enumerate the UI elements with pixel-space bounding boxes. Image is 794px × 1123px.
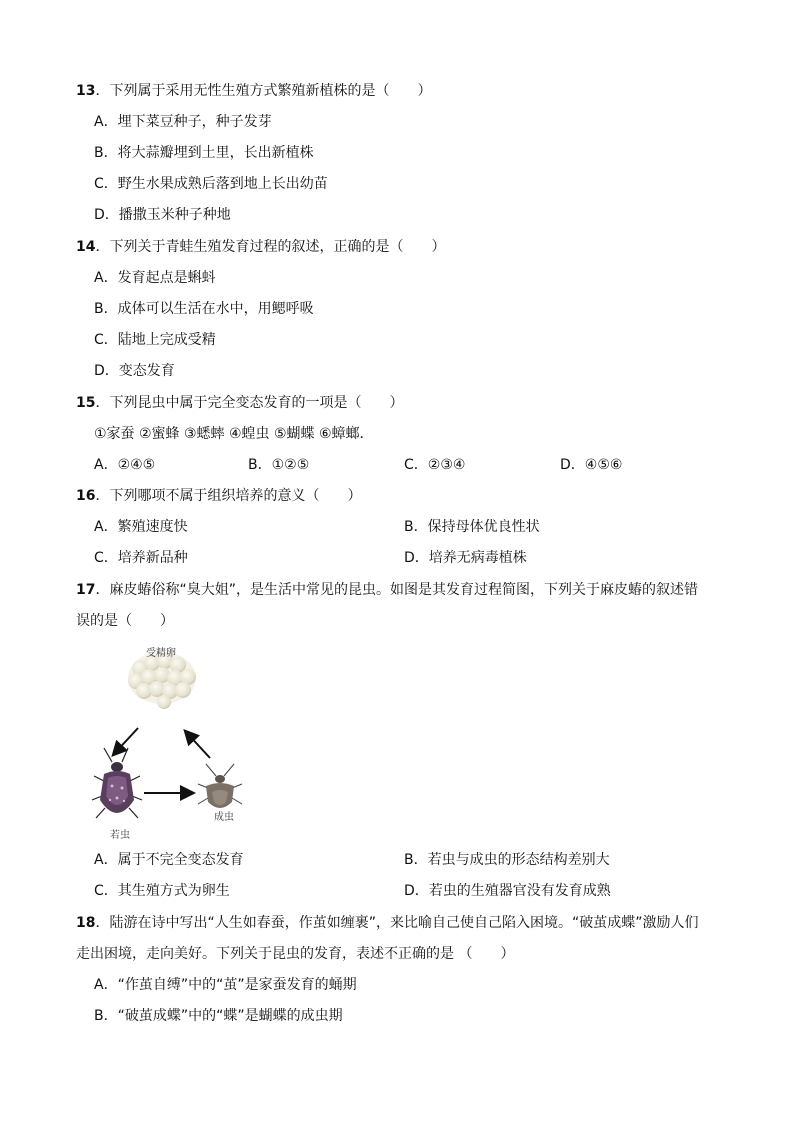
- question-15-option-a: A．②④⑤: [94, 457, 156, 473]
- question-17-option-a: A．属于不完全变态发育: [94, 852, 244, 868]
- question-16-stem: [76, 486, 361, 506]
- question-14-option-a: A．发育起点是蝌蚪: [94, 270, 216, 286]
- question-text: ．下列昆虫中属于完全变态发育的一项是（ ）: [95, 395, 404, 411]
- question-15-stem: [76, 393, 403, 413]
- question-18-option-a: A．“作茧自缚”中的“茧”是家蚕发育的蛹期: [94, 977, 357, 993]
- question-14-stem: [76, 237, 445, 257]
- question-16-option-d: D．培养无病毒植株: [404, 550, 527, 566]
- nymph-label: 若虫: [110, 830, 130, 841]
- question-15-option-b: B．①②⑤: [248, 457, 310, 473]
- question-18-stem: [76, 913, 699, 933]
- arrow-egg-to-nymph: [114, 728, 138, 754]
- question-16-option-b: B．保持母体优良性状: [404, 519, 540, 535]
- life-cycle-diagram: [90, 636, 260, 846]
- adult-image: [198, 764, 242, 808]
- question-13-option-c: C．野生水果成熟后落到地上长出幼苗: [94, 176, 328, 192]
- question-17-option-c: C．其生殖方式为卵生: [94, 883, 230, 899]
- question-14-option-b: B．成体可以生活在水中，用鳃呼吸: [94, 301, 314, 317]
- question-17-option-b: B．若虫与成虫的形态结构差别大: [404, 852, 610, 868]
- question-13-stem: [76, 81, 431, 101]
- question-16-option-c: C．培养新品种: [94, 550, 188, 566]
- egg-cluster-image: [128, 652, 196, 709]
- question-13-option-d: D．播撒玉米种子种地: [94, 207, 231, 223]
- adult-label: 成虫: [214, 812, 234, 823]
- question-16-option-a: A．繁殖速度快: [94, 519, 188, 535]
- life-cycle-figure: [90, 636, 260, 846]
- question-15-option-c: C．②③④: [404, 457, 466, 473]
- question-15-insect-list: ①家蚕 ②蜜蜂 ③蟋蟀 ④蝗虫 ⑤蝴蝶 ⑥蟑螂．: [94, 426, 374, 442]
- arrow-adult-to-egg: [186, 732, 210, 758]
- question-18-option-b: B．“破茧成蝶”中的“蝶”是蝴蝶的成虫期: [94, 1008, 343, 1024]
- question-text: ．下列哪项不属于组织培养的意义（ ）: [95, 488, 362, 504]
- question-13-option-b: B．将大蒜瓣埋到土里，长出新植株: [94, 145, 314, 161]
- question-number: 17: [76, 582, 96, 598]
- egg-label: 受精卵: [146, 648, 176, 659]
- question-number: 16: [76, 488, 96, 504]
- question-18-stem-continued: 走出困境，走向美好。下列关于昆虫的发育，表述不正确的是 （ ）: [76, 946, 515, 962]
- question-13-option-a: A．埋下菜豆种子，种子发芽: [94, 114, 272, 130]
- question-15-option-d: D．④⑤⑥: [560, 457, 623, 473]
- question-text: ．下列属于采用无性生殖方式繁殖新植株的是（ ）: [95, 83, 432, 99]
- question-number: 15: [76, 395, 96, 411]
- question-14-option-d: D．变态发育: [94, 363, 175, 379]
- question-text: ．下列关于青蛙生殖发育过程的叙述，正确的是（ ）: [95, 239, 446, 255]
- question-14-option-c: C．陆地上完成受精: [94, 332, 216, 348]
- nymph-image: [92, 748, 142, 818]
- question-number: 14: [76, 239, 96, 255]
- question-text: ．陆游在诗中写出“人生如春蚕，作茧如缠裹”，来比喻自己使自己陷入困境。“破茧成蝶”激励人们: [95, 915, 699, 931]
- question-17-option-d: D．若虫的生殖器官没有发育成熟: [404, 883, 611, 899]
- question-17-stem: [76, 580, 698, 600]
- question-17-stem-continued: 误的是（ ）: [76, 613, 174, 629]
- question-number: 13: [76, 83, 96, 99]
- question-number: 18: [76, 915, 96, 931]
- question-text: ．麻皮蝽俗称“臭大姐”，是生活中常见的昆虫。如图是其发育过程简图，下列关于麻皮蝽的叙述错: [95, 582, 698, 598]
